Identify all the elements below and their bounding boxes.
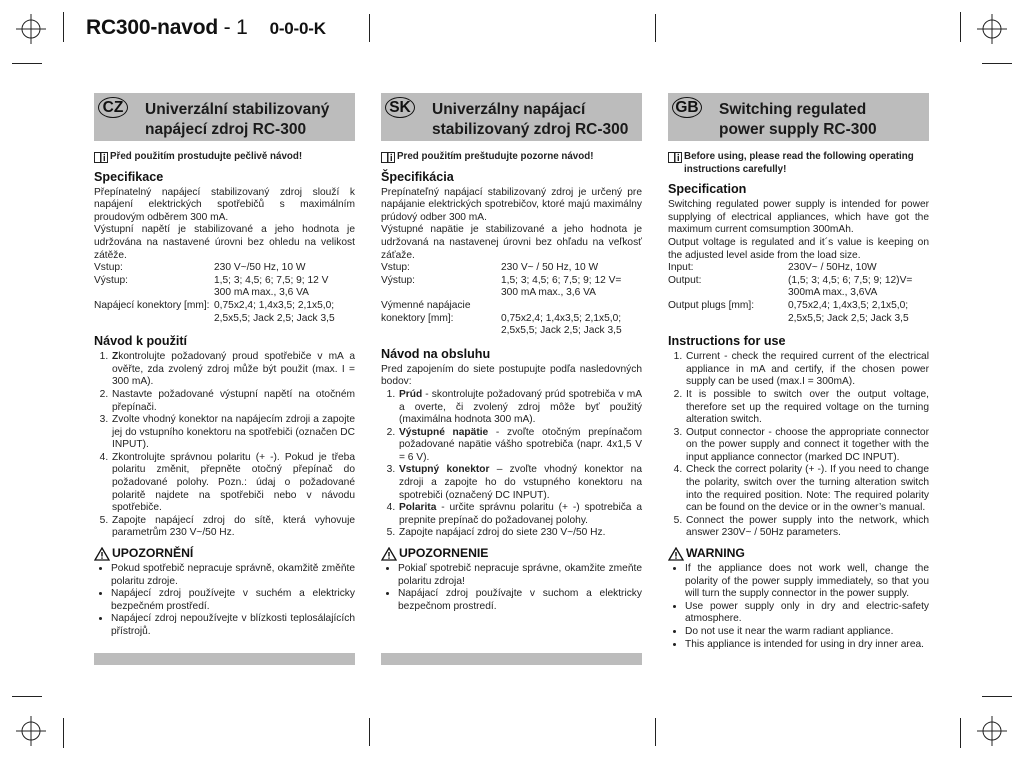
document-title: [86, 16, 326, 40]
instruction-step: 2. It is possible to switch over the output voltage, therefore set up the required voltage on the turning alteration switch.: [685, 389, 929, 427]
spec-row: [381, 313, 642, 338]
warning-heading: UPOZORNENIE: [381, 546, 642, 561]
spec-key: Napájecí konektory [mm]:: [94, 299, 210, 311]
instruction-step: 3. Vstupný konektor – zvoľte vhodný konektor na zdroji a zapojte ho do vstupného konektoru na spotrebiči (označený DC INPUT).: [398, 464, 642, 502]
instructions-heading: Návod na obsluhu: [381, 346, 491, 361]
footer-bar-cz: [94, 653, 355, 665]
spec-paragraph: Switching regulated power supply is intended for power supplying of electrical appliances, which have got the maximum current comsumption 300mAh.: [668, 199, 929, 236]
warning-item: • Napájecí zdroj používejte v suchém a elektricky bezpečném prostředí.: [111, 588, 355, 613]
fold-mark: [655, 14, 656, 42]
spec-row: [94, 275, 355, 288]
spec-row: [381, 300, 642, 313]
section-title: Univerzálny napájací stabilizovaný zdroj RC-300: [432, 101, 629, 138]
section-title: Switching regulated power supply RC-300: [719, 101, 877, 138]
spec-paragraph: Output voltage is regulated and it´s value is keeping on the adjusted level aside from the load size.: [668, 236, 929, 261]
spec-value: 1,5; 3; 4,5; 6; 7,5; 9; 12 V: [214, 274, 329, 286]
spec-table: [668, 262, 929, 325]
spec-key: Vstup:: [94, 262, 123, 274]
instruction-step: 4. Zkontrolujte správnou polaritu (+ -). Pokud je třeba polaritu změnit, přepněte otočný přepínač do požadované polohy. Pozn.: údaj o požadované polaritě najdete na spotřebiči nebo v návodu spotřebiče.: [111, 452, 355, 515]
column-cz: [94, 93, 355, 639]
warning-item: • Do not use it near the warm radiant appliance.: [685, 626, 929, 639]
manual-info-icon: [381, 152, 395, 163]
section-header: [668, 93, 929, 141]
warning-item: • Napájací zdroj používajte v suchom a elektricky bezpečnom prostredí.: [398, 588, 642, 613]
spec-row: [668, 262, 929, 275]
spec-value: 300 mA max., 3,6 VA: [501, 287, 596, 299]
footer-bar-sk: [381, 653, 642, 665]
spec-row: [94, 300, 355, 325]
manual-info-icon: [668, 152, 682, 163]
language-badge: CZ: [98, 97, 128, 118]
crop-mark: [982, 63, 1012, 64]
section-header: [94, 93, 355, 141]
spec-row: [94, 262, 355, 275]
crop-mark: [63, 12, 64, 42]
spec-value: (1,5; 3; 4,5; 6; 7,5; 9; 12)V=: [788, 274, 913, 286]
instruction-step: 5. Connect the power supply into the network, which answer 230V~ / 50Hz parameters.: [685, 515, 929, 540]
instruction-step: 3. Zvolte vhodný konektor na napájecím zdroji a zapojte jej do vstupního konektoru na spotřebiči (označen DC INPUT).: [111, 414, 355, 452]
instruction-step: 2. Nastavte požadované výstupní napětí na otočném přepínači.: [111, 389, 355, 414]
spec-row: [381, 262, 642, 275]
instruction-step: 4. Polarita - určite správnu polaritu (+ -) spotrebiča a prepnite prepínač do požadovanej polohy.: [398, 502, 642, 527]
spec-key: Input:: [668, 262, 694, 274]
crop-mark: [12, 696, 42, 697]
warning-list: [668, 563, 929, 651]
language-badge: SK: [385, 97, 415, 118]
instruction-step: 1. Current - check the required current of the electrical appliance in mA and certify, if the chosen power supply can be used (max.I = 300mA).: [685, 351, 929, 389]
spec-value: 300mA max., 3,6VA: [788, 287, 878, 299]
document-code: 0-0-0-K: [269, 19, 326, 38]
spec-paragraph: Výstupní napětí je stabilizované a jeho hodnota je udržována na nastavené úrovni bez ohledu na velikost zátěže.: [94, 224, 355, 261]
registration-mark-icon: [977, 716, 1007, 746]
fold-mark: [369, 718, 370, 746]
spec-row: [381, 275, 642, 288]
warning-list: [94, 563, 355, 639]
warning-triangle-icon: [381, 547, 397, 561]
page-number: - 1: [218, 16, 248, 39]
instructions-heading: Návod k použití: [94, 334, 188, 349]
read-manual-notice: Before using, please read the following operating instructions carefully!: [668, 151, 929, 176]
spec-paragraph: Přepínatelný napájecí stabilizovaný zdroj slouží k napájení elektrických spotřebičů s maximálním proudovým odběrem 300 mA.: [94, 186, 355, 223]
warning-item: • Napájecí zdroj nepoužívejte v blízkosti teplosálajících přístrojů.: [111, 613, 355, 638]
instruction-step: 3. Output connector - choose the appropriate connector on the power supply and connect it together with the input appliance connector (marked DC INPUT).: [685, 427, 929, 465]
warning-item: • Use power supply only in dry and electric-safety atmosphere.: [685, 601, 929, 626]
instructions-heading: Instructions for use: [668, 334, 786, 349]
spec-value: 230V~ / 50Hz, 10W: [788, 262, 877, 274]
manual-info-icon: [94, 152, 108, 163]
spec-value: 230 V~ / 50 Hz, 10 W: [501, 262, 599, 274]
fold-mark: [655, 718, 656, 746]
instruction-step: 5. Zapojte napájací zdroj do siete 230 V~/50 Hz.: [398, 527, 642, 540]
language-badge: GB: [672, 97, 702, 118]
instruction-step: 5. Zapojte napájecí zdroj do sítě, která vyhovuje parametrům 230 V~/50 Hz.: [111, 515, 355, 540]
spec-table: [94, 262, 355, 325]
read-manual-notice: Pred použitím preštudujte pozorne návod!: [381, 151, 642, 164]
section-title: Univerzální stabilizovaný napájecí zdroj RC-300: [145, 101, 330, 138]
registration-mark-icon: [977, 14, 1007, 44]
crop-mark: [982, 696, 1012, 697]
spec-heading: Specifikace: [94, 169, 164, 184]
registration-mark-icon: [16, 14, 46, 44]
spec-value: 0,75x2,4; 1,4x3,5; 2,1x5,0; 2,5x5,5; Jack 2,5; Jack 3,5: [501, 312, 622, 337]
section-header: [381, 93, 642, 141]
instructions-list: [94, 351, 355, 540]
spec-key: [668, 287, 788, 300]
warning-item: • Pokud spotřebič nepracuje správně, okamžitě změňte polaritu zdroje.: [111, 563, 355, 588]
document-name: RC300-navod: [86, 16, 219, 39]
fold-mark: [369, 14, 370, 42]
spec-row: [381, 287, 642, 300]
spec-key: [94, 287, 214, 300]
spec-key: konektory [mm]:: [381, 312, 454, 324]
read-manual-notice: Před použitím prostudujte pečlivě návod!: [94, 151, 355, 164]
spec-row: [94, 287, 355, 300]
spec-paragraph: Prepínateľný napájací stabilizovaný zdroj je určený pre napájanie elektrických spotrebičov, ktoré majú maximálny prúdový odber 300 mA.: [381, 186, 642, 223]
instructions-intro: Pred zapojením do siete postupujte podľa nasledovných bodov:: [381, 363, 642, 388]
registration-mark-icon: [16, 716, 46, 746]
spec-value: 300 mA max., 3,6 VA: [214, 287, 309, 299]
spec-paragraph: Výstupné napätie je stabilizované a jeho hodnota je udržovaná na nastavenej úrovni bez ohľadu na veľkosť záťaže.: [381, 224, 642, 261]
column-sk: [381, 93, 642, 613]
instruction-step: 4. Check the correct polarity (+ -). If you need to change the polarity, switch over the turning alteration switch into the required position. Note: The required polarity can be found on the device or in the owner’s manual.: [685, 464, 929, 514]
spec-heading: Špecifikácia: [381, 169, 454, 184]
spec-key: Výstup:: [94, 274, 128, 286]
spec-table: [381, 262, 642, 338]
spec-key: Output plugs [mm]:: [668, 299, 755, 311]
warning-list: [381, 563, 642, 613]
spec-value: 0,75x2,4; 1,4x3,5; 2,1x5,0; 2,5x5,5; Jack 2,5; Jack 3,5: [788, 299, 909, 324]
instructions-list: [668, 351, 929, 540]
warning-item: • If the appliance does not work well, change the polarity of the power supply immediately, so that you will turn the supply connector in the power supply.: [685, 563, 929, 601]
spec-row: [668, 287, 929, 300]
warning-triangle-icon: [668, 547, 684, 561]
instruction-step: 1. Prúd - skontrolujte požadovaný prúd spotrebiča v mA a overte, či zvolený zdroj môže byť použitý (maximálna hodnota 300 mA).: [398, 389, 642, 427]
spec-row: [668, 300, 929, 325]
spec-row: [668, 275, 929, 288]
crop-mark: [960, 718, 961, 748]
spec-key: Output:: [668, 274, 702, 286]
spec-key: [381, 287, 501, 300]
spec-value: 1,5; 3; 4,5; 6; 7,5; 9; 12 V=: [501, 274, 622, 286]
warning-heading: UPOZORNĚNÍ: [94, 546, 355, 561]
spec-key: Vstup:: [381, 262, 410, 274]
warning-heading: WARNING: [668, 546, 929, 561]
column-gb: [668, 93, 929, 651]
spec-value: 0,75x2,4; 1,4x3,5; 2,1x5,0; 2,5x5,5; Jack 2,5; Jack 3,5: [214, 299, 335, 324]
spec-key: Výmenné napájacie: [381, 299, 471, 311]
warning-item: • Pokiaľ spotrebič nepracuje správne, okamžite zmeňte polaritu zdroja!: [398, 563, 642, 588]
crop-mark: [12, 63, 42, 64]
spec-heading: Specification: [668, 182, 747, 197]
instruction-step: 2. Výstupné napätie - zvoľte otočným prepínačom požadované napätie vášho spotrebiča (napr. 4x1,5 V = 6 V).: [398, 427, 642, 465]
spec-value: 230 V~/50 Hz, 10 W: [214, 262, 306, 274]
instruction-step: 1. Zkontrolujte požadovaný proud spotřebiče v mA a ověřte, zda zvolený zdroj může být použit (max. I = 300 mA).: [111, 351, 355, 389]
instructions-list: [381, 389, 642, 540]
warning-item: • This appliance is intended for using in dry inner area.: [685, 639, 929, 652]
spec-key: Výstup:: [381, 274, 415, 286]
crop-mark: [960, 12, 961, 42]
spec-value: [501, 300, 642, 313]
crop-mark: [63, 718, 64, 748]
warning-triangle-icon: [94, 547, 110, 561]
